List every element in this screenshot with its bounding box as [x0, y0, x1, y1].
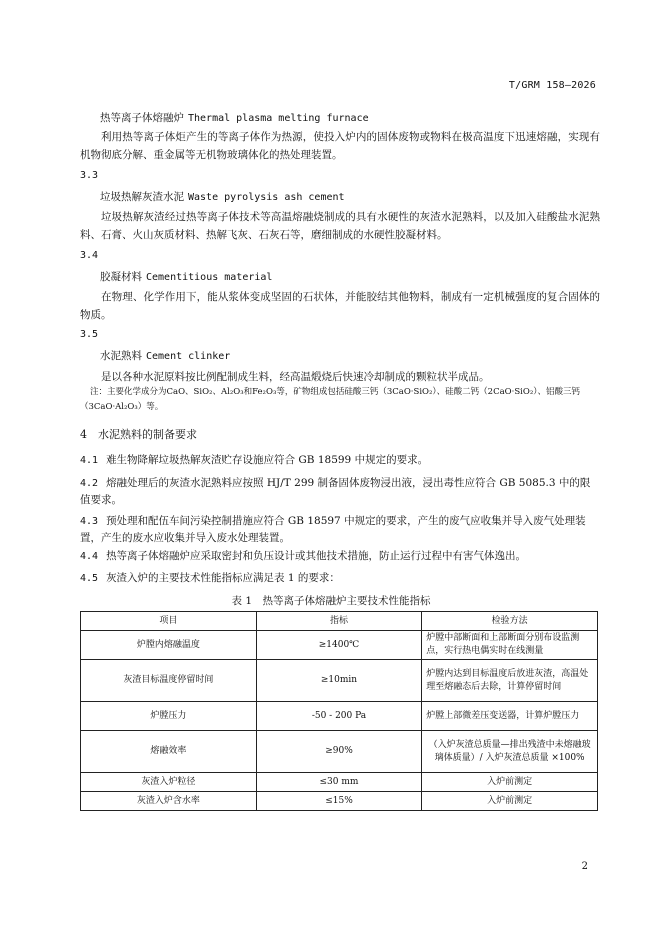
- table-cell: -50 - 200 Pa: [256, 702, 421, 731]
- table-row: [81, 631, 598, 660]
- table-cell: 炉膛内熔融温度: [81, 631, 257, 660]
- term-definition: 利用热等离子体炬产生的等离子体作为热源，使投入炉内的固体废物或物料在极高温度下迅速熔融，实现有机物彻底分解、重金属等无机物玻璃体化的热处理装置。: [80, 131, 600, 161]
- table-header-row: [81, 612, 598, 631]
- page-number: 2: [581, 861, 588, 872]
- term-heading: [100, 110, 369, 125]
- term-en: Thermal plasma melting furnace: [188, 113, 369, 124]
- clause-number: 3.4: [80, 250, 99, 261]
- requirement-number: 4.1: [80, 455, 99, 466]
- term-cn: 胶凝材料: [100, 271, 142, 283]
- requirement-text: 灰渣入炉的主要技术性能指标应满足表 1 的要求：: [106, 572, 340, 584]
- requirement-number: 4.2: [80, 478, 99, 489]
- table-cell: ≥1400℃: [256, 631, 421, 660]
- requirement-item: [80, 452, 600, 469]
- requirement-text: 热等离子体熔融炉应采取密封和负压设计或其他技术措施，防止运行过程中有害气体逸出。: [106, 550, 527, 562]
- table-cell: 灰渣目标温度停留时间: [81, 660, 257, 702]
- standard-code: T/GRM 158—2026: [508, 80, 596, 91]
- table-cell: ≥90%: [256, 731, 421, 773]
- spec-table: [80, 611, 598, 811]
- requirement-item: [80, 513, 600, 547]
- requirement-item: [80, 475, 600, 509]
- table-cell: 灰渣入炉粒径: [81, 773, 257, 792]
- requirement-text: 熔融处理后的灰渣水泥熟料应按照 HJ/T 299 制备固体废物浸出液，浸出毒性应符合 GB 5085.3 中的限值要求。: [80, 477, 591, 506]
- term-cn: 水泥熟料: [100, 350, 142, 362]
- table-cell: ≤30 mm: [256, 773, 421, 792]
- table-cell: 炉膛压力: [81, 702, 257, 731]
- term-en: Cementitious material: [146, 272, 273, 283]
- table-cell: 入炉前测定: [422, 792, 598, 811]
- table-row: [81, 773, 598, 792]
- requirement-number: 4.3: [80, 516, 99, 527]
- clause-number: 3.5: [80, 329, 99, 340]
- requirement-text: 预处理和配伍车间污染控制措施应符合 GB 18597 中规定的要求，产生的废气应收集并导入废气处理装置，产生的废水应收集并导入废水处理装置。: [80, 515, 586, 544]
- requirement-item: [80, 548, 600, 565]
- requirement-item: [80, 570, 600, 587]
- requirement-number: 4.5: [80, 573, 99, 584]
- table-row: [81, 660, 598, 702]
- term-cn: 垃圾热解灰渣水泥: [100, 191, 184, 203]
- term-heading: [100, 269, 272, 284]
- table-cell: ≤15%: [256, 792, 421, 811]
- table-row: [81, 792, 598, 811]
- term-cn: 热等离子体熔融炉: [100, 112, 184, 124]
- table-row: [81, 731, 598, 773]
- table-cell: （入炉灰渣总质量—排出残渣中未熔融玻璃体质量）/ 入炉灰渣总质量 ×100%: [422, 731, 598, 773]
- section-heading: 4 水泥熟料的制备要求: [80, 428, 197, 441]
- table-cell: 炉膛上部微差压变送器，计算炉膛压力: [422, 702, 598, 731]
- requirement-number: 4.4: [80, 551, 99, 562]
- term-definition: 是以各种水泥原料按比例配制成生料，经高温煅烧后快速冷却制成的颗粒状半成品。: [101, 371, 490, 383]
- table-cell: ≥10min: [256, 660, 421, 702]
- table-cell: 炉膛内达到目标温度后放进灰渣，高温处理至熔融态后去除，计算停留时间: [422, 660, 598, 702]
- requirement-text: 难生物降解垃圾热解灰渣贮存设施应符合 GB 18599 中规定的要求。: [106, 454, 429, 466]
- term-note: 注：主要化学成分为CaO、SiO₂、Al₂O₃和Fe₂O₃等，矿物组成包括硅酸三钙（3CaO·SiO₂）、硅酸二钙（2CaO·SiO₂）、铝酸三钙（3CaO·Al₂O₃）等。: [80, 387, 580, 412]
- term-heading: [100, 189, 345, 204]
- clause-number: 3.3: [80, 170, 99, 181]
- table-cell: 灰渣入炉含水率: [81, 792, 257, 811]
- table-cell: 炉膛中部断面和上部断面分别布设监测点，实行热电偶实时在线测量: [422, 631, 598, 660]
- header-cell: 指标: [256, 612, 421, 631]
- term-heading: [100, 348, 230, 363]
- table-cell: 入炉前测定: [422, 773, 598, 792]
- term-en: Waste pyrolysis ash cement: [188, 192, 345, 203]
- term-definition: 在物理、化学作用下，能从浆体变成坚固的石状体，并能胶结其他物料，制成有一定机械强度的复合固体的物质。: [80, 291, 600, 321]
- term-definition: 垃圾热解灰渣经过热等离子体技术等高温熔融烧制成的具有水硬性的灰渣水泥熟料，以及加入硅酸盐水泥熟料、石膏、火山灰质材料、热解飞灰、石灰石等，磨细制成的水硬性胶凝材料。: [80, 211, 600, 241]
- table-caption: 表 1 热等离子体熔融炉主要技术性能指标: [231, 595, 431, 607]
- term-en: Cement clinker: [146, 351, 231, 362]
- header-cell: 检验方法: [422, 612, 598, 631]
- header-cell: 项目: [81, 612, 257, 631]
- table-row: [81, 702, 598, 731]
- table-cell: 熔融效率: [81, 731, 257, 773]
